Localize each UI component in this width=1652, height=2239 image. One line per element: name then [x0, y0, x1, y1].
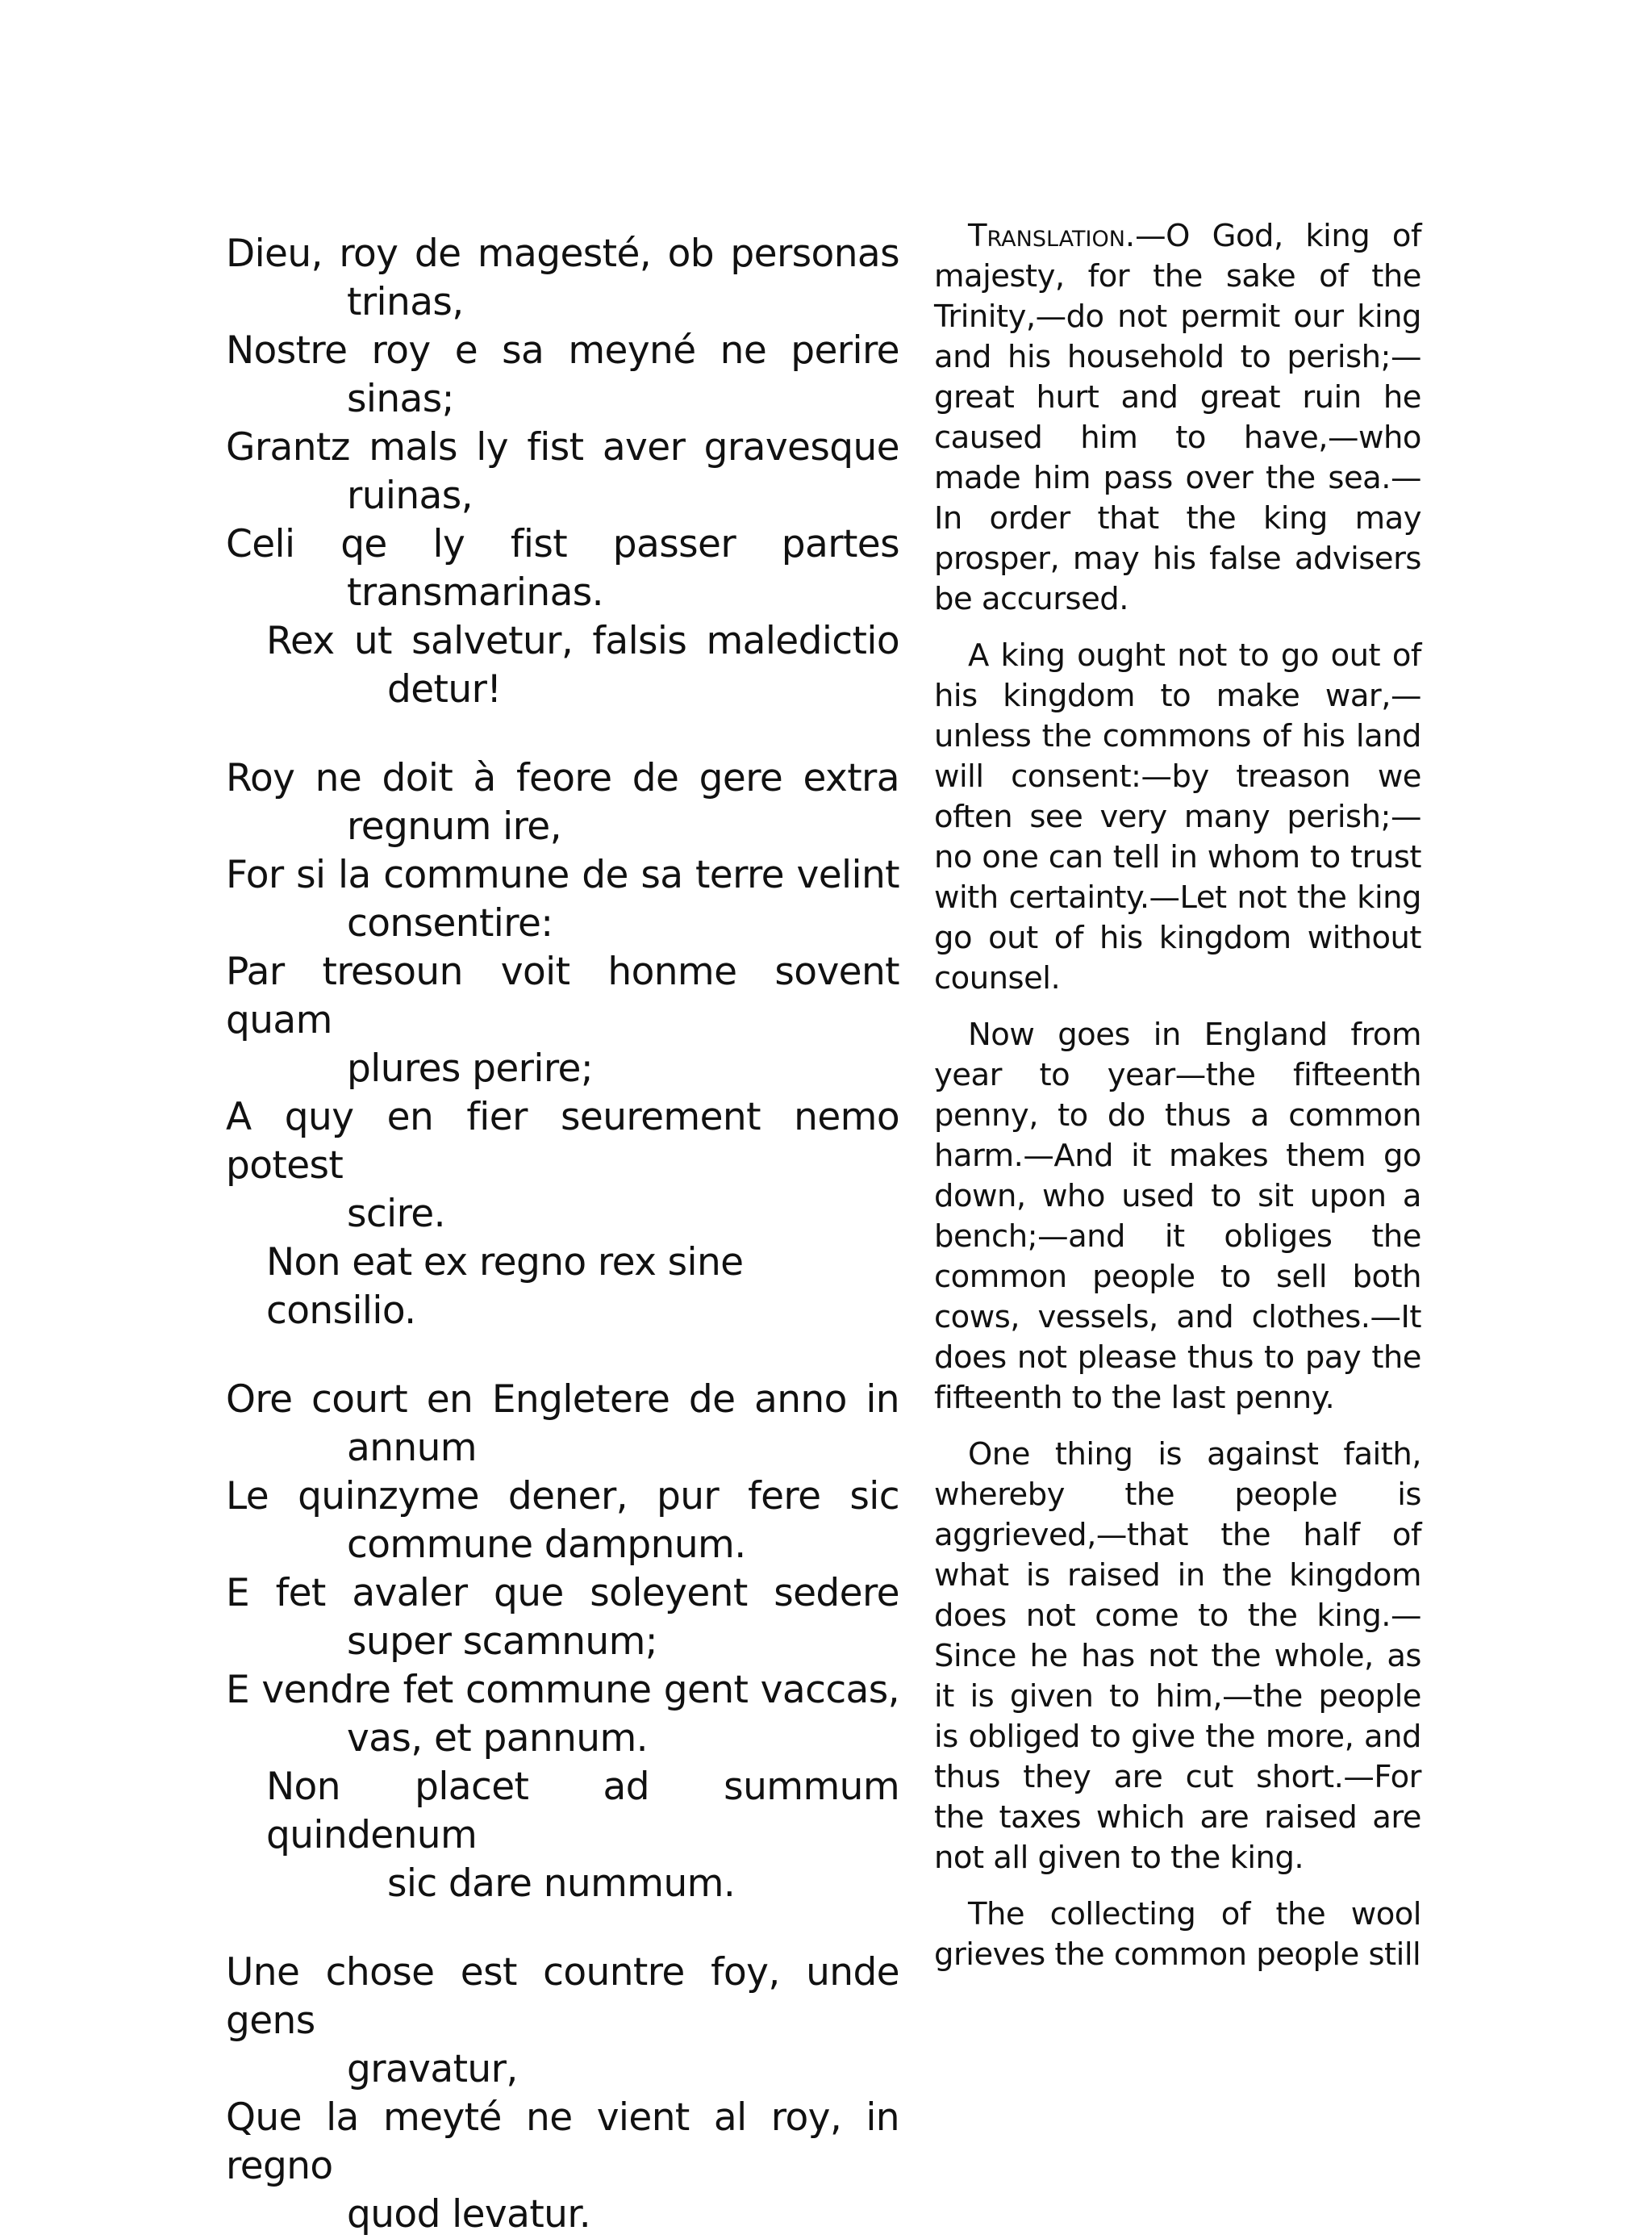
verse-line	[226, 1093, 899, 1239]
verse-line-continuation: regnum ire,	[347, 804, 561, 849]
verse-line-continuation: vas, et pannum.	[347, 1716, 648, 1761]
verse-line	[226, 1569, 899, 1666]
verse-line-text: E vendre fet commune gent vaccas,	[226, 1668, 899, 1712]
verse-line-continuation: trinas,	[347, 280, 464, 324]
translation-paragraph: Now goes in England from year to year—the fifteenth penny, to do thus a common harm.—And it makes them go down, who used to sit upon a bench;—and it obliges the common people to sell both cows, vessels, and clothes.—It does not please thus to pay the fifteenth to the last penny.	[934, 1017, 1421, 1416]
verse-line-continuation: sinas;	[347, 377, 454, 421]
verse-line-text: Grantz mals ly fist aver gravesque	[226, 425, 899, 470]
refrain-line	[226, 1239, 899, 1335]
verse-column	[226, 230, 899, 2237]
refrain-continuation: detur!	[387, 667, 502, 712]
translation-paragraph: The collecting of the wool grieves the common people still	[934, 1896, 1421, 1973]
stanza	[226, 1376, 899, 1908]
refrain-text: Non placet ad summum quindenum	[266, 1765, 899, 1857]
verse-line	[226, 948, 899, 1093]
verse-line	[226, 2094, 899, 2239]
verse-line-continuation: annum	[347, 1426, 477, 1470]
refrain-continuation: sic dare nummum.	[387, 1861, 736, 1906]
verse-line	[226, 327, 899, 424]
verse-line	[226, 520, 899, 617]
translation-column	[934, 216, 1421, 1973]
verse-line-text: Par tresoun voit honme sovent quam	[226, 950, 899, 1042]
verse-line-text: E fet avaler que soleyent sedere	[226, 1571, 899, 1615]
verse-line-text: For si la commune de sa terre velint	[226, 853, 899, 897]
verse-line	[226, 1666, 899, 1763]
translation-heading: Translation.	[968, 218, 1136, 254]
verse-line-text: Roy ne doit à feore de gere extra	[226, 756, 899, 800]
verse-line-continuation: consentire:	[347, 901, 553, 946]
verse-line-text: Le quinzyme dener, pur fere sic	[226, 1474, 899, 1518]
verse-line-continuation: quod levatur.	[347, 2192, 591, 2237]
verse-line-continuation: scire.	[347, 1192, 445, 1236]
verse-line-continuation: transmarinas.	[347, 570, 604, 615]
verse-line-text: Celi qe ly fist passer partes	[226, 522, 899, 566]
verse-line-text: Que la meyté ne vient al roy, in regno	[226, 2095, 899, 2188]
verse-line-text: Dieu, roy de magesté, ob personas	[226, 232, 899, 276]
verse-line	[226, 1376, 899, 1472]
verse-line	[226, 1472, 899, 1569]
refrain-text: Rex ut salvetur, falsis maledictio	[266, 619, 899, 663]
stanza	[226, 754, 899, 1335]
verse-line	[226, 424, 899, 520]
verse-line-text: Ore court en Engletere de anno in	[226, 1377, 899, 1422]
verse-line-continuation: ruinas,	[347, 474, 473, 518]
translation-paragraph-text: —O God, king of majesty, for the sake of the Trinity,—do not permit our king and his household to perish;—great hurt and great ruin he caused him to have,—who made him pass over the sea.—In order that the king may prosper, may his false advisers be accursed.	[934, 218, 1421, 617]
refrain-line	[226, 1763, 899, 1908]
verse-line-text: A quy en fier seurement nemo potest	[226, 1095, 899, 1188]
refrain-text: Non eat ex regno rex sine consilio.	[266, 1240, 744, 1333]
verse-line	[226, 1949, 899, 2094]
verse-line	[226, 230, 899, 327]
verse-line-text: Une chose est countre foy, unde gens	[226, 1950, 899, 2043]
verse-line	[226, 851, 899, 948]
verse-line-continuation: plures perire;	[347, 1046, 594, 1091]
stanza	[226, 230, 899, 714]
verse-line-continuation: commune dampnum.	[347, 1523, 746, 1567]
translation-paragraph: One thing is against faith, whereby the people is aggrieved,—that the half of what is raised in the kingdom does not come to the king.—Since he has not the whole, as it is given to him,—the people is obliged to give the more, and thus they are cut short.—For the taxes which are raised are not all given to the king.	[934, 1436, 1421, 1876]
verse-line-continuation: super scamnum;	[347, 1619, 657, 1664]
verse-line-text: Nostre roy e sa meyné ne perire	[226, 328, 899, 373]
stanza	[226, 1949, 899, 2239]
translation-paragraph	[934, 216, 1421, 620]
verse-line-continuation: gravatur,	[347, 2047, 518, 2091]
refrain-line	[226, 617, 899, 714]
translation-paragraph: A king ought not to go out of his kingdom to make war,—unless the commons of his land will consent:—by treason we often see very many perish;—no one can tell in whom to trust with certainty.—Let not the king go out of his kingdom without counsel.	[934, 637, 1421, 996]
verse-line	[226, 754, 899, 851]
